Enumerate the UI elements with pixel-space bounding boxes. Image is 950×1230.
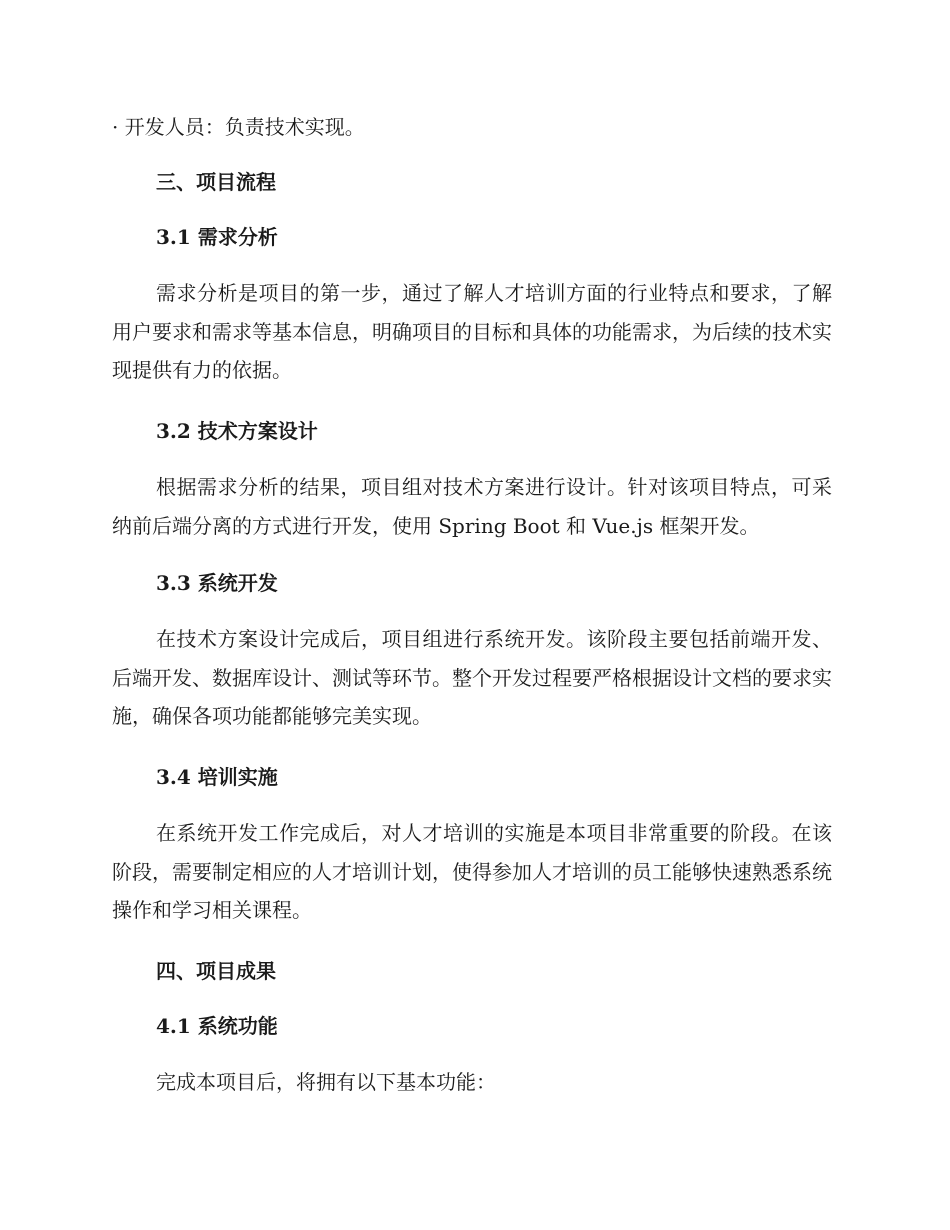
subsection-4-1-title: 4.1 系统功能 xyxy=(156,1014,278,1038)
subsection-4-1-body: 完成本项目后，将拥有以下基本功能： xyxy=(156,1070,496,1094)
section-4-title: 四、项目成果 xyxy=(156,959,276,983)
subsection-3-3-title: 3.3 系统开发 xyxy=(156,571,278,595)
subsection-3-4-body: 在系统开发工作完成后，对人才培训的实施是本项目非常重要的阶段。在该阶段，需要制定相应的人才培训计划，使得参加人才培训的员工能够快速熟悉系统操作和学习相关课程。 xyxy=(112,821,832,922)
bullet-item: · 开发人员：负责技术实现。 xyxy=(112,115,365,139)
section-3-title: 三、项目流程 xyxy=(156,170,276,194)
subsection-3-4-title: 3.4 培训实施 xyxy=(156,765,278,789)
subsection-3-2-title: 3.2 技术方案设计 xyxy=(156,419,318,443)
subsection-3-3-body: 在技术方案设计完成后，项目组进行系统开发。该阶段主要包括前端开发、后端开发、数据库设计、测试等环节。整个开发过程要严格根据设计文档的要求实施，确保各项功能都能够完美实现。 xyxy=(112,627,832,728)
subsection-3-1-title: 3.1 需求分析 xyxy=(156,225,278,249)
subsection-3-1-body: 需求分析是项目的第一步，通过了解人才培训方面的行业特点和要求，了解用户要求和需求等基本信息，明确项目的目标和具体的功能需求，为后续的技术实现提供有力的依据。 xyxy=(112,281,832,382)
subsection-3-2-body: 根据需求分析的结果，项目组对技术方案进行设计。针对该项目特点，可采纳前后端分离的方式进行开发，使用 Spring Boot 和 Vue.js 框架开发。 xyxy=(112,475,832,538)
